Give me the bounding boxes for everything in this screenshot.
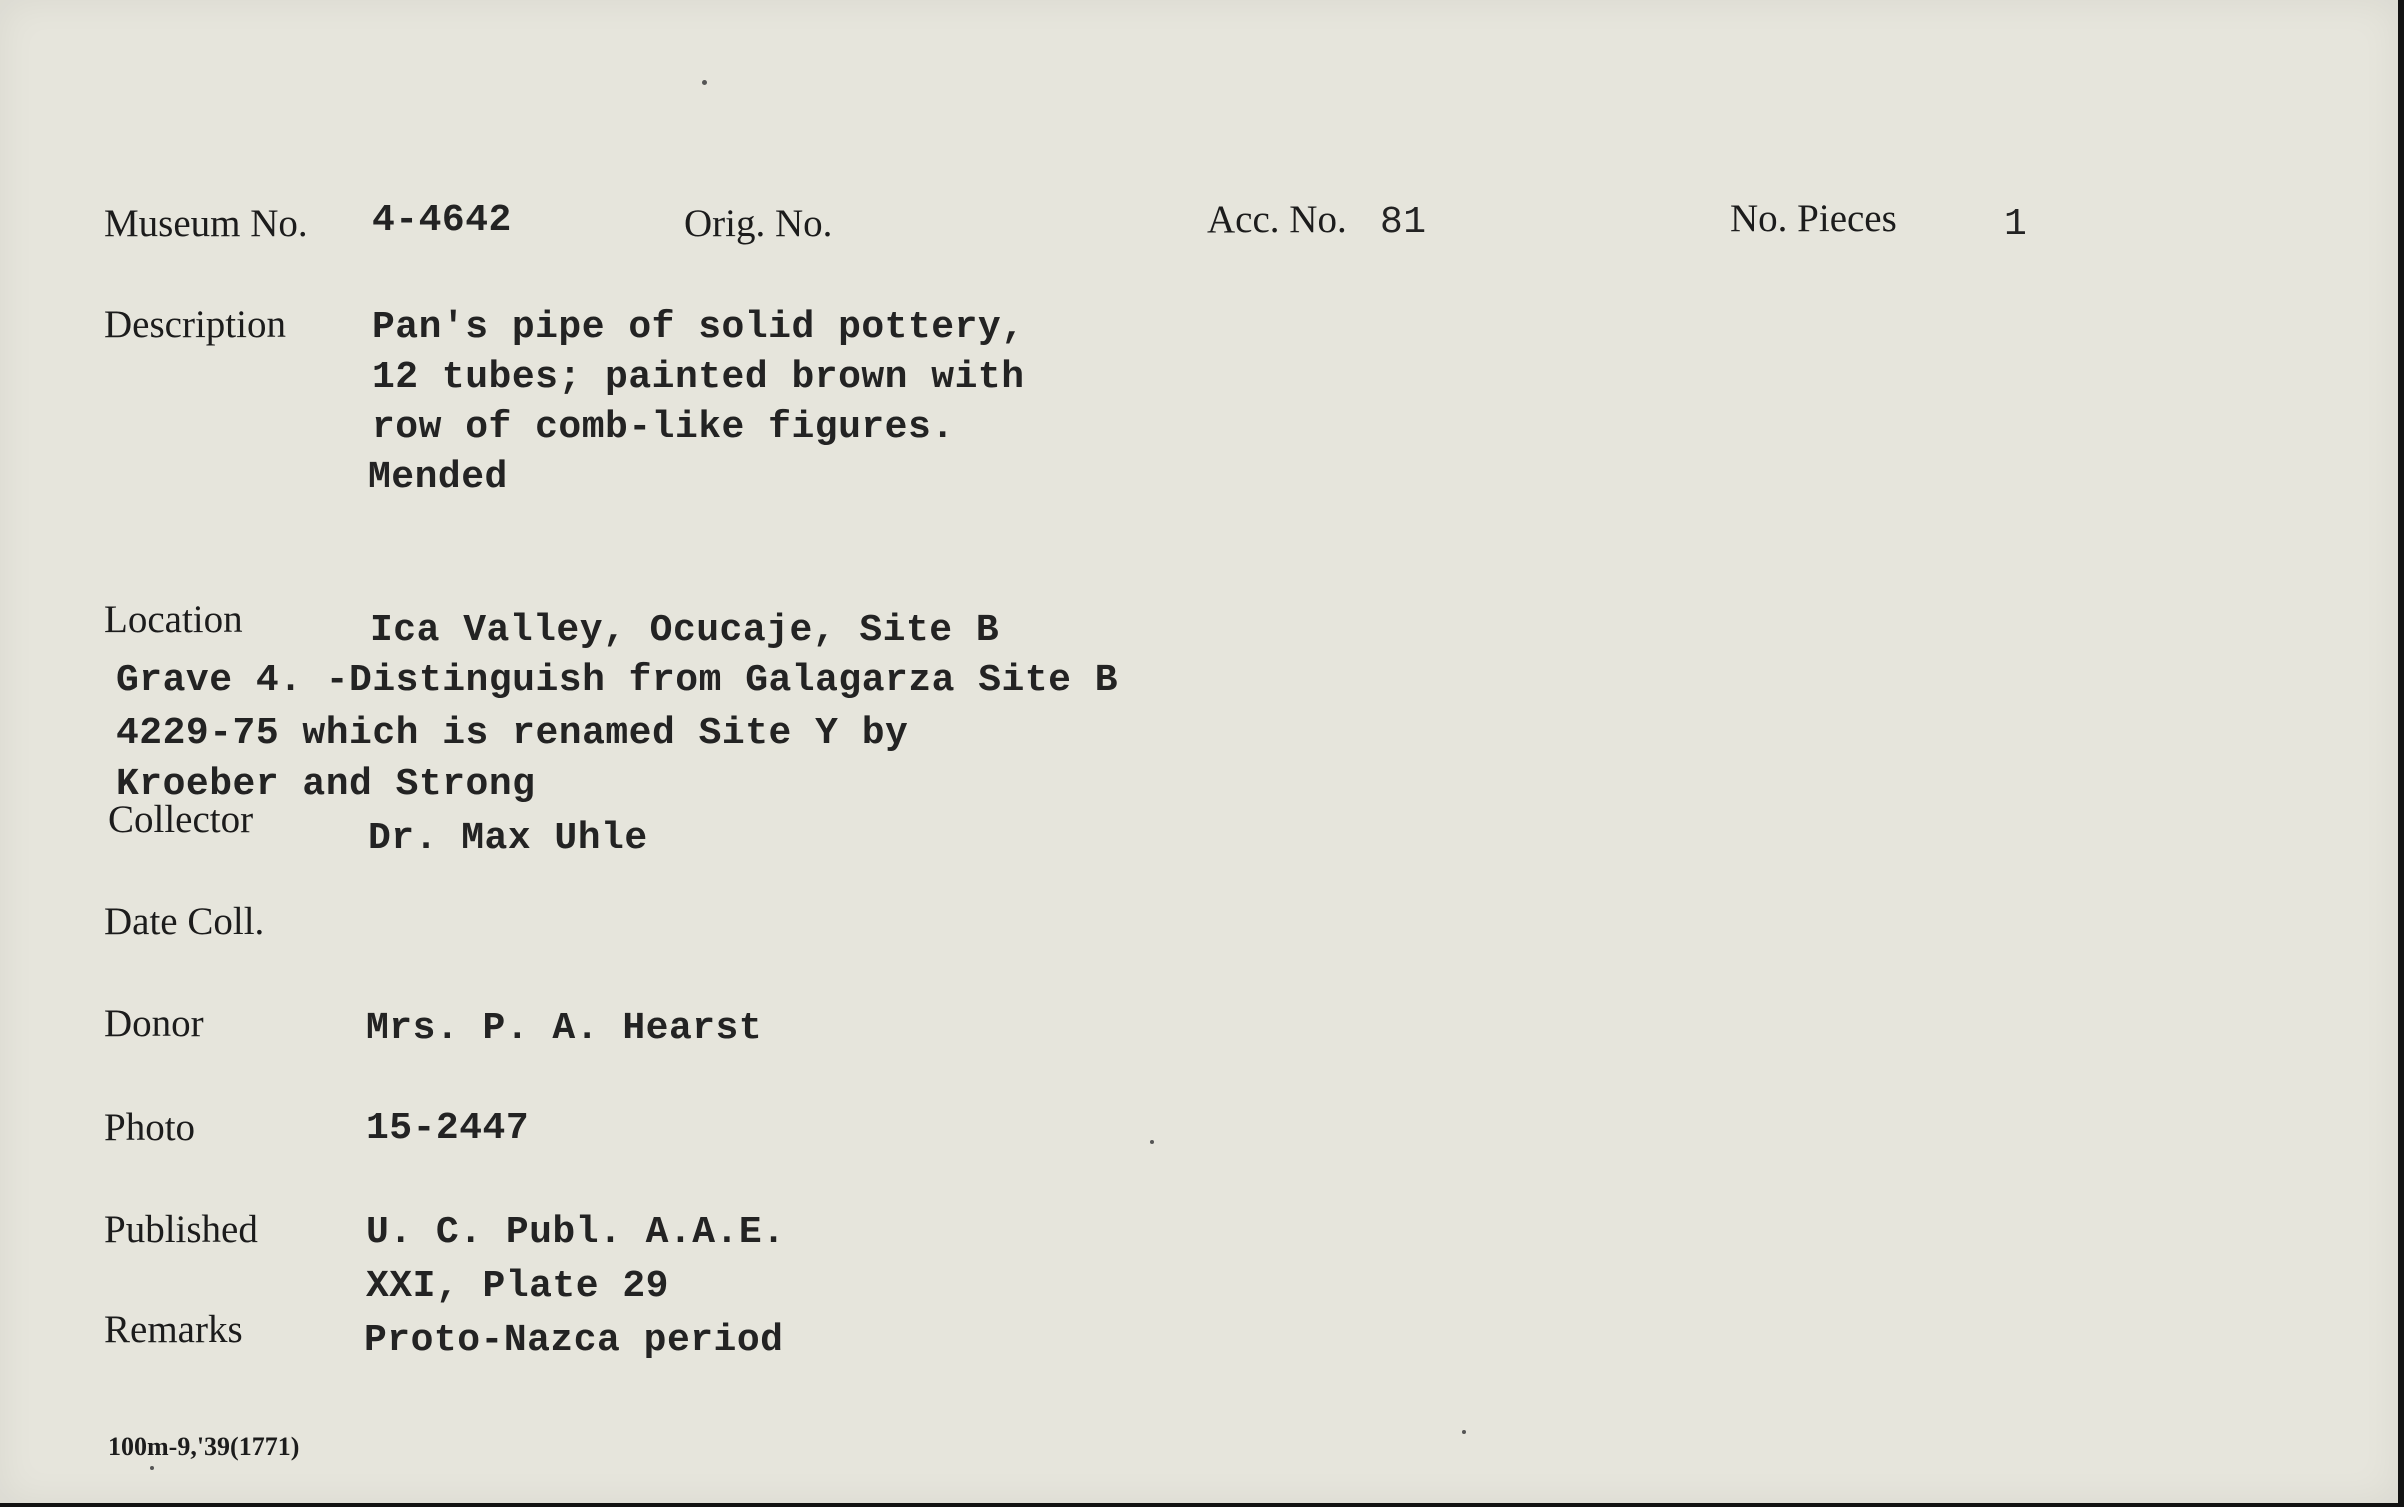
date-coll-label: Date Coll. (104, 900, 265, 943)
pieces-label: No. Pieces (1730, 197, 1897, 240)
location-line: Kroeber and Strong (116, 763, 536, 806)
paper-speck (1462, 1430, 1466, 1434)
scan-edge-bottom (0, 1503, 2404, 1507)
museum-no-label: Museum No. (104, 202, 308, 245)
remarks-label: Remarks (104, 1308, 243, 1351)
donor-value: Mrs. P. A. Hearst (366, 1007, 763, 1050)
published-line: U. C. Publ. A.A.E. (366, 1211, 786, 1254)
donor-label: Donor (104, 1002, 204, 1045)
paper-speck (150, 1466, 154, 1470)
location-line: Ica Valley, Ocucaje, Site B (370, 609, 1000, 652)
collector-label: Collector (108, 798, 254, 841)
orig-no-label: Orig. No. (684, 202, 833, 245)
photo-value: 15-2447 (366, 1107, 530, 1150)
scan-edge-right (2398, 0, 2404, 1507)
acc-no-label: Acc. No. (1207, 198, 1347, 241)
description-line: 12 tubes; painted brown with (372, 356, 1025, 399)
location-line: Grave 4. -Distinguish from Galagarza Site B (116, 659, 1119, 702)
description-line: Pan's pipe of solid pottery, (372, 306, 1025, 349)
paper-speck (702, 80, 707, 85)
published-line: XXI, Plate 29 (366, 1265, 669, 1308)
acc-no-value: 81 (1380, 201, 1427, 244)
remarks-value: Proto-Nazca period (364, 1319, 784, 1362)
description-line: row of comb-like figures. (372, 406, 955, 449)
museum-no-value: 4-4642 (372, 199, 512, 242)
photo-label: Photo (104, 1106, 196, 1149)
form-code: 100m-9,'39(1771) (108, 1432, 300, 1461)
pieces-value: 1 (2004, 203, 2028, 246)
collector-value: Dr. Max Uhle (368, 817, 648, 860)
description-line: Mended (368, 456, 508, 499)
location-label: Location (104, 598, 243, 641)
paper-speck (1150, 1140, 1154, 1144)
published-label: Published (104, 1208, 258, 1251)
location-line: 4229-75 which is renamed Site Y by (116, 712, 909, 755)
description-label: Description (104, 303, 286, 346)
